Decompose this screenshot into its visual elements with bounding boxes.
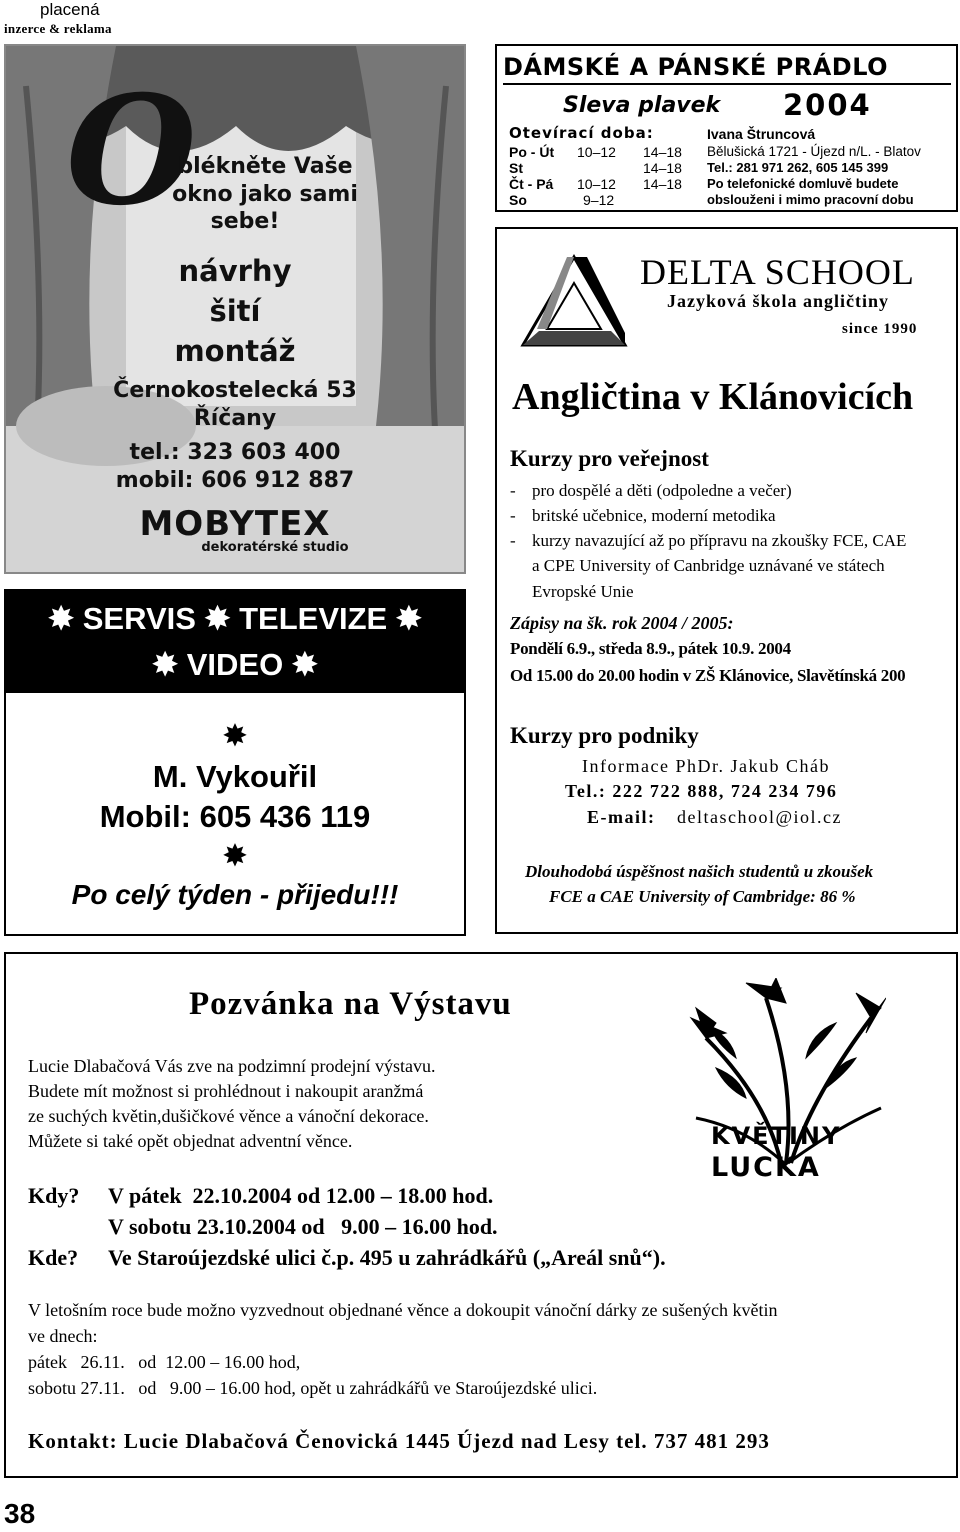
bullet-dash: - xyxy=(510,481,516,500)
kvetiny-logo: KVĚTINY xyxy=(711,1122,842,1150)
hours-am: 10–12 xyxy=(577,176,616,192)
later-line2: ve dnech: xyxy=(28,1326,98,1346)
delta-since: since 1990 xyxy=(842,321,918,337)
hours-am: 9–12 xyxy=(583,192,615,208)
curtain-siti: šití xyxy=(209,294,261,328)
hours-day: St xyxy=(509,160,523,176)
intro-line: Budete mít možnost si prohlédnout i nakoupit aranžmá xyxy=(28,1081,424,1101)
pradlo-address: Bělušická 1721 - Újezd n/L. - Blatov xyxy=(707,144,921,159)
intro-line: Lucie Dlabačová Vás zve na podzimní prodejní výstavu. xyxy=(28,1056,436,1076)
zapisy-dates: Pondělí 6.9., středa 8.9., pátek 10.9. 2004 xyxy=(510,639,791,658)
bullet-item: kurzy navazující až po přípravu na zkoušky FCE, CAE xyxy=(532,531,907,550)
delta-school-ad xyxy=(495,227,958,934)
pradlo-note1: Po telefonické domluvě budete xyxy=(707,176,899,191)
bullet-dash: - xyxy=(510,506,516,525)
servis-line2: ✸ VIDEO ✸ xyxy=(152,647,318,682)
lucka-logo: LUCKA xyxy=(711,1152,821,1183)
delta-subtitle: Jazyková škola angličtiny xyxy=(667,291,890,311)
success-line2: FCE a CAE University of Cambridge: 86 % xyxy=(549,887,856,906)
pradlo-sleva: Sleva plavek xyxy=(563,93,721,118)
email-link[interactable]: deltaschool@iol.cz xyxy=(677,807,843,827)
hours-pm: 14–18 xyxy=(643,176,682,192)
curtain-navrhy: návrhy xyxy=(178,254,292,288)
big-o-letter: O xyxy=(66,63,197,239)
delta-headline: Angličtina v Klánovicích xyxy=(512,376,914,418)
hours-day: Čt - Pá xyxy=(509,176,554,192)
curtain-line3: sebe! xyxy=(210,209,280,234)
kde-label: Kde? xyxy=(28,1245,79,1270)
business-courses-title: Kurzy pro podniky xyxy=(510,723,699,748)
vystava-ad xyxy=(4,952,958,1478)
pradlo-divider xyxy=(503,83,951,85)
zapisy-label: Zápisy na šk. rok 2004 / 2005: xyxy=(510,613,734,633)
bullet-item: pro dospělé a děti (odpoledne a večer) xyxy=(532,481,792,500)
kdy-label: Kdy? xyxy=(28,1183,80,1208)
vystava-title: Pozvánka na Výstavu xyxy=(189,986,512,1022)
curtain-line2: okno jako sami xyxy=(172,182,358,207)
star-icon: ✸ xyxy=(223,720,247,751)
hours-day: So xyxy=(509,192,527,208)
delta-name: DELTA SCHOOL xyxy=(640,252,915,292)
header-placena: placená xyxy=(40,0,100,19)
mobytex-sub: dekoratérské studio xyxy=(201,540,349,555)
servis-mobil: Mobil: 605 436 119 xyxy=(99,799,371,834)
hours-day: Po - Út xyxy=(509,144,555,160)
curtain-street: Černokostelecká 53 xyxy=(113,378,357,403)
hours-pm: 14–18 xyxy=(643,160,682,176)
kdy-date1: V pátek 22.10.2004 od 12.00 – 18.00 hod. xyxy=(108,1183,494,1208)
curtain-tel: tel.: 323 603 400 xyxy=(129,440,341,465)
hours-am: 10–12 xyxy=(577,144,616,160)
bullet-dash: - xyxy=(510,531,516,550)
mobytex-logo: MOBYTEX xyxy=(139,504,331,544)
page-number: 38 xyxy=(4,1498,36,1529)
curtain-line1: blékněte Vaše xyxy=(177,154,353,179)
hours-pm: 14–18 xyxy=(643,144,682,160)
star-icon: ✸ xyxy=(223,840,247,871)
curtain-montaz: montáž xyxy=(174,334,296,368)
pradlo-tel: Tel.: 281 971 262, 605 145 399 xyxy=(707,160,889,175)
bullet-item-cont: a CPE University of Canbridge uznávané ve státech xyxy=(532,556,885,575)
bullet-item-cont: Evropské Unie xyxy=(532,582,634,601)
intro-line: Můžete si také opět objednat adventní věnce. xyxy=(28,1131,353,1151)
pradlo-ad xyxy=(495,44,958,212)
servis-name: M. Vykouřil xyxy=(152,759,318,794)
success-line1: Dlouhodobá úspěšnost našich studentů u zkoušek xyxy=(525,862,874,881)
later-date1: pátek 26.11. od 12.00 – 16.00 hod, xyxy=(28,1352,301,1372)
pradlo-title: DÁMSKÉ A PÁNSKÉ PRÁDLO xyxy=(503,53,889,81)
public-courses-title: Kurzy pro veřejnost xyxy=(510,446,709,471)
bullet-item: britské učebnice, moderní metodika xyxy=(532,506,776,525)
later-line1: V letošním roce bude možno vyzvednout objednané věnce a dokoupit vánoční dárky ze sušených květin xyxy=(28,1300,778,1320)
kdy-date2: V sobotu 23.10.2004 od 9.00 – 16.00 hod. xyxy=(108,1214,498,1239)
delta-triangle-logo xyxy=(519,253,629,349)
curtain-ad xyxy=(4,44,466,574)
info-contact: Informace PhDr. Jakub Cháb xyxy=(582,756,830,776)
curtain-mobil: mobil: 606 912 887 xyxy=(115,468,355,493)
pradlo-year: 2004 xyxy=(783,88,872,122)
header-inzerce: inzerce & reklama xyxy=(4,21,112,36)
servis-ad-frame xyxy=(4,589,466,936)
curtain-town: Říčany xyxy=(193,406,277,431)
pradlo-owner: Ivana Štruncová xyxy=(707,126,816,142)
later-date2: sobotu 27.11. od 9.00 – 16.00 hod, opět u zahrádkářů ve Staroújezdské ulici. xyxy=(28,1378,598,1398)
pradlo-note2: obslouženi i mimo pracovní dobu xyxy=(707,192,914,207)
intro-line: ze suchých květin,dušičkové věnce a vánoční dekorace. xyxy=(28,1106,429,1126)
pradlo-oteviraci: Otevírací doba: xyxy=(509,124,654,142)
servis-line1: ✸ SERVIS ✸ TELEVIZE ✸ xyxy=(48,601,422,636)
servis-slogan: Po celý týden - přijedu!!! xyxy=(71,879,399,910)
zapisy-place: Od 15.00 do 20.00 hodin v ZŠ Klánovice, Slavětínská 200 xyxy=(510,666,906,685)
email-label: E-mail: xyxy=(587,807,656,827)
contact-line: Kontakt: Lucie Dlabačová Čenovická 1445 Újezd nad Lesy tel. 737 481 293 xyxy=(28,1429,770,1453)
business-tel: Tel.: 222 722 888, 724 234 796 xyxy=(565,781,838,801)
kde-place: Ve Staroújezdské ulici č.p. 495 u zahrádkářů („Areál snů“). xyxy=(108,1245,666,1270)
